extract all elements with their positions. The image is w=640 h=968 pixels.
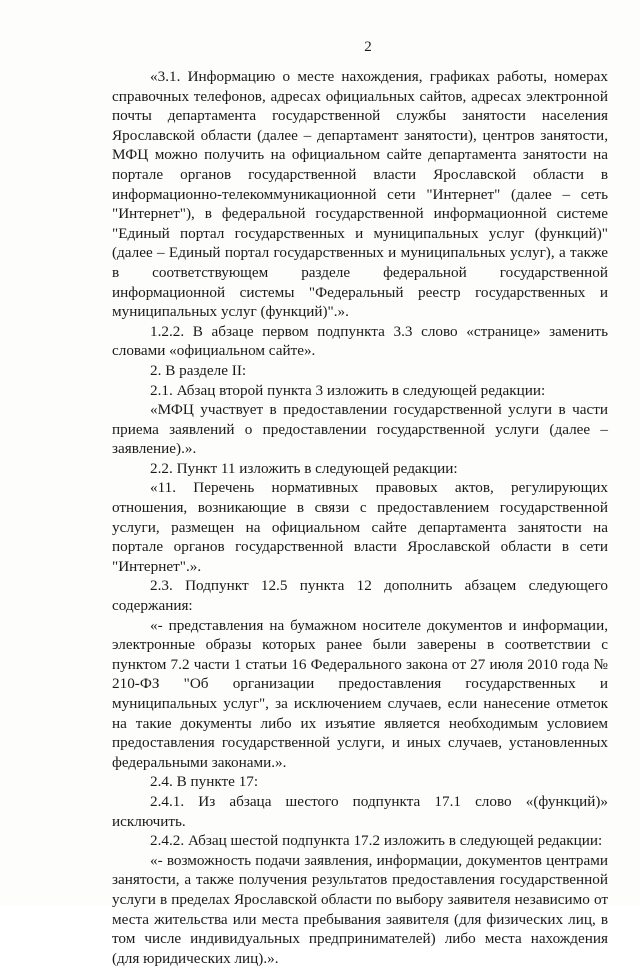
- paragraph-2-4: 2.4. В пункте 17:: [150, 773, 259, 791]
- paragraph-3-1: «3.1. Информацию о месте нахождения, графиках работы, номерах справочных телефонов, адресах официальных сайтов, адресах электронной почты департамента государственной службы занятости населения Ярославской области (далее – департамент занятости), центров занятости, МФЦ можно получить на официальном сайте департамента занятости на портале органов государственной власти Ярославской области в информационно-телекоммуникационной сети "Интернет" (далее – сеть "Интернет"), в федеральной государственной информационной системе "Единый портал государственных и муниципальных услуг (функций)" (далее – Единый портал государственных и муниципальных услуг), а также в соответствующем разделе федеральной государственной информационной системы "Федеральный реестр государственных и муниципальных услуг (функций)".».: [112, 68, 608, 321]
- paragraph-documents: «- представления на бумажном носителе документов и информации, электронные образы которых ранее были заверены в соответствии с пунктом 7.2 части 1 статьи 16 Федерального закона от 27 июля 2010 года № 210-ФЗ "Об организации предоставления государственных и муниципальных услуг", за исключением случаев, если нанесение отметок на такие документы либо их изъятие является необходимым условием предоставления государственной услуги, и иных случаев, установленных федеральными законами.».: [112, 616, 608, 771]
- paragraph-2-4-1: 2.4.1. Из абзаца шестого подпункта 17.1 слово «(функций)» исключить.: [112, 792, 608, 830]
- paragraph-2-2: 2.2. Пункт 11 изложить в следующей редакции:: [150, 459, 458, 477]
- paragraph-section-2: 2. В разделе II:: [150, 361, 247, 379]
- paragraph-1-2-2: 1.2.2. В абзаце первом подпункта 3.3 слово «странице» заменить словами «официальном сайте».: [112, 322, 608, 360]
- document-body: [112, 67, 608, 968]
- paragraph-2-4-2: 2.4.2. Абзац шестой подпункта 17.2 изложить в следующей редакции:: [150, 832, 603, 850]
- paragraph-mfc: «МФЦ участвует в предоставлении государственной услуги в части приема заявлений о предоставлении государственной услуги (далее – заявление).».: [112, 401, 608, 458]
- paragraph-2-3: 2.3. Подпункт 12.5 пункта 12 дополнить абзацем следующего содержания:: [112, 577, 608, 615]
- page-number: 2: [364, 39, 372, 55]
- paragraph-application: «- возможность подачи заявления, информации, документов центрами занятости, а также получения результатов предоставления государственной услуги в пределах Ярославской области по выбору заявителя независимо от места жительства или места пребывания заявителя (для физических лиц, в том числе индивидуальных предпринимателей) либо места нахождения (для юридических лиц).».: [112, 851, 608, 967]
- paragraph-11: «11. Перечень нормативных правовых актов, регулирующих отношения, возникающие в связи с предоставлением государственной услуги, размещен на официальном сайте департамента занятости на портале органов государственной власти Ярославской области в сети "Интернет".».: [112, 479, 608, 575]
- paragraph-2-1: 2.1. Абзац второй пункта 3 изложить в следующей редакции:: [150, 381, 546, 399]
